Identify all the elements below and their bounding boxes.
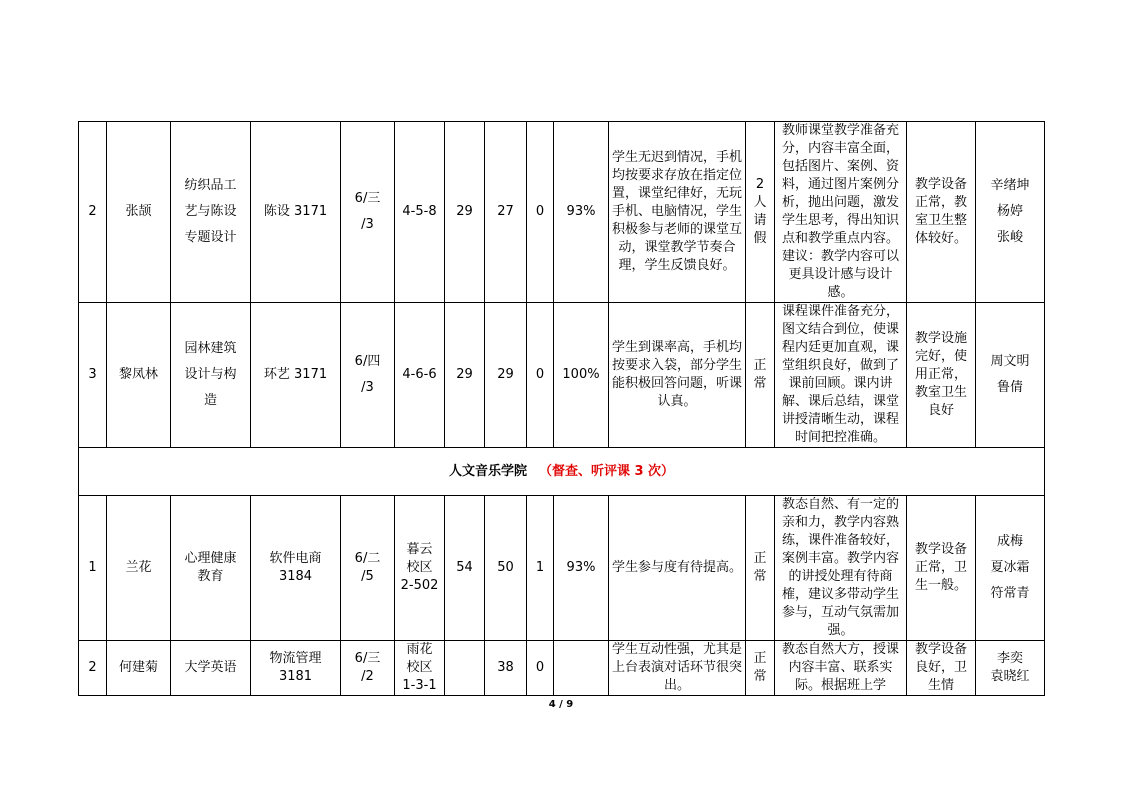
expected-count: 29 xyxy=(445,122,485,303)
class-section: 4-6-6 xyxy=(395,303,445,448)
attendance-rate xyxy=(554,641,609,696)
inspector-names: 成梅 夏冰霜 符常青 xyxy=(976,496,1045,641)
inspector-names: 李奕 袁晓红 xyxy=(976,641,1045,696)
absent-count: 0 xyxy=(527,122,554,303)
equipment-comment: 教学设备良好，卫生情 xyxy=(907,641,976,696)
classroom: 暮云 校区 2-502 xyxy=(395,496,445,641)
course-name: 纺织品工 艺与陈设 专题设计 xyxy=(171,122,251,303)
leave-status: 2 人 请 假 xyxy=(746,122,775,303)
attendance-rate: 93% xyxy=(554,122,609,303)
class-name: 陈设 3171 xyxy=(251,122,341,303)
row-number: 2 xyxy=(79,122,107,303)
inspector-names: 周文明 鲁倩 xyxy=(976,303,1045,448)
actual-count: 50 xyxy=(485,496,527,641)
inspector-names: 辛绪坤 杨婷 张峻 xyxy=(976,122,1045,303)
class-time: 6/四 /3 xyxy=(341,303,395,448)
teacher-name: 何建菊 xyxy=(107,641,171,696)
table-row xyxy=(79,122,1045,303)
actual-count: 27 xyxy=(485,122,527,303)
equipment-comment: 教学设备正常，教室卫生整体较好。 xyxy=(907,122,976,303)
teaching-comment: 教态自然大方，授课内容丰富、联系实际。根据班上学 xyxy=(775,641,907,696)
college-name: 人文音乐学院 xyxy=(448,463,527,479)
leave-status: 正 常 xyxy=(746,641,775,696)
table-row xyxy=(79,496,1045,641)
student-comment: 学生互动性强，尤其是上台表演对话环节很突出。 xyxy=(609,641,746,696)
teaching-comment: 教态自然、有一定的亲和力，教学内容熟练，课件准备较好，案例丰富。教学内容的讲授处理有待商榷，建议多带动学生参与，互动气氛需加强。 xyxy=(775,496,907,641)
student-comment: 学生参与度有待提高。 xyxy=(609,496,746,641)
section-header xyxy=(79,448,1045,496)
class-section: 4-5-8 xyxy=(395,122,445,303)
classroom: 雨花 校区 1-3-1 xyxy=(395,641,445,696)
course-name: 大学英语 xyxy=(171,641,251,696)
inspection-count-note: （督查、听评课 3 次） xyxy=(538,463,675,479)
class-time: 6/三 /2 xyxy=(341,641,395,696)
class-time: 6/二 /5 xyxy=(341,496,395,641)
equipment-comment: 教学设备正常，卫生一般。 xyxy=(907,496,976,641)
actual-count: 38 xyxy=(485,641,527,696)
student-comment: 学生无迟到情况，手机均按要求存放在指定位置，课堂纪律好，无玩手机、电脑情况，学生积极参与老师的课堂互动，课堂教学节奏合理，学生反馈良好。 xyxy=(609,122,746,303)
teaching-comment: 教师课堂教学准备充分，内容丰富全面，包括图片、案例、资料，通过图片案例分析，抛出问题，激发学生思考，得出知识点和教学重点内容。建议：教学内容可以更具设计感与设计感。 xyxy=(775,122,907,303)
row-number: 1 xyxy=(79,496,107,641)
class-name: 物流管理 3181 xyxy=(251,641,341,696)
section-header-row xyxy=(79,448,1045,496)
expected-count xyxy=(445,641,485,696)
expected-count: 54 xyxy=(445,496,485,641)
class-name: 软件电商 3184 xyxy=(251,496,341,641)
absent-count: 0 xyxy=(527,303,554,448)
table-row xyxy=(79,641,1045,696)
row-number: 2 xyxy=(79,641,107,696)
table-row xyxy=(79,303,1045,448)
leave-status: 正 常 xyxy=(746,496,775,641)
class-name: 环艺 3171 xyxy=(251,303,341,448)
student-comment: 学生到课率高，手机均按要求入袋，部分学生能积极回答问题，听课认真。 xyxy=(609,303,746,448)
course-name: 园林建筑 设计与构 造 xyxy=(171,303,251,448)
teacher-name: 张颉 xyxy=(107,122,171,303)
actual-count: 29 xyxy=(485,303,527,448)
attendance-rate: 100% xyxy=(554,303,609,448)
attendance-rate: 93% xyxy=(554,496,609,641)
inspection-table xyxy=(78,121,1045,696)
course-name: 心理健康 教育 xyxy=(171,496,251,641)
teacher-name: 黎凤林 xyxy=(107,303,171,448)
teaching-comment: 课程课件准备充分，图文结合到位，使课程内廷更加直观，课堂组织良好，做到了课前回顾。课内讲解、课后总结，课堂讲授清晰生动，课程时间把控准确。 xyxy=(775,303,907,448)
leave-status: 正 常 xyxy=(746,303,775,448)
equipment-comment: 教学设施完好，使用正常，教室卫生良好 xyxy=(907,303,976,448)
page-number: 4 / 9 xyxy=(548,699,574,710)
teacher-name: 兰花 xyxy=(107,496,171,641)
row-number: 3 xyxy=(79,303,107,448)
absent-count: 0 xyxy=(527,641,554,696)
class-time: 6/三 /3 xyxy=(341,122,395,303)
absent-count: 1 xyxy=(527,496,554,641)
expected-count: 29 xyxy=(445,303,485,448)
